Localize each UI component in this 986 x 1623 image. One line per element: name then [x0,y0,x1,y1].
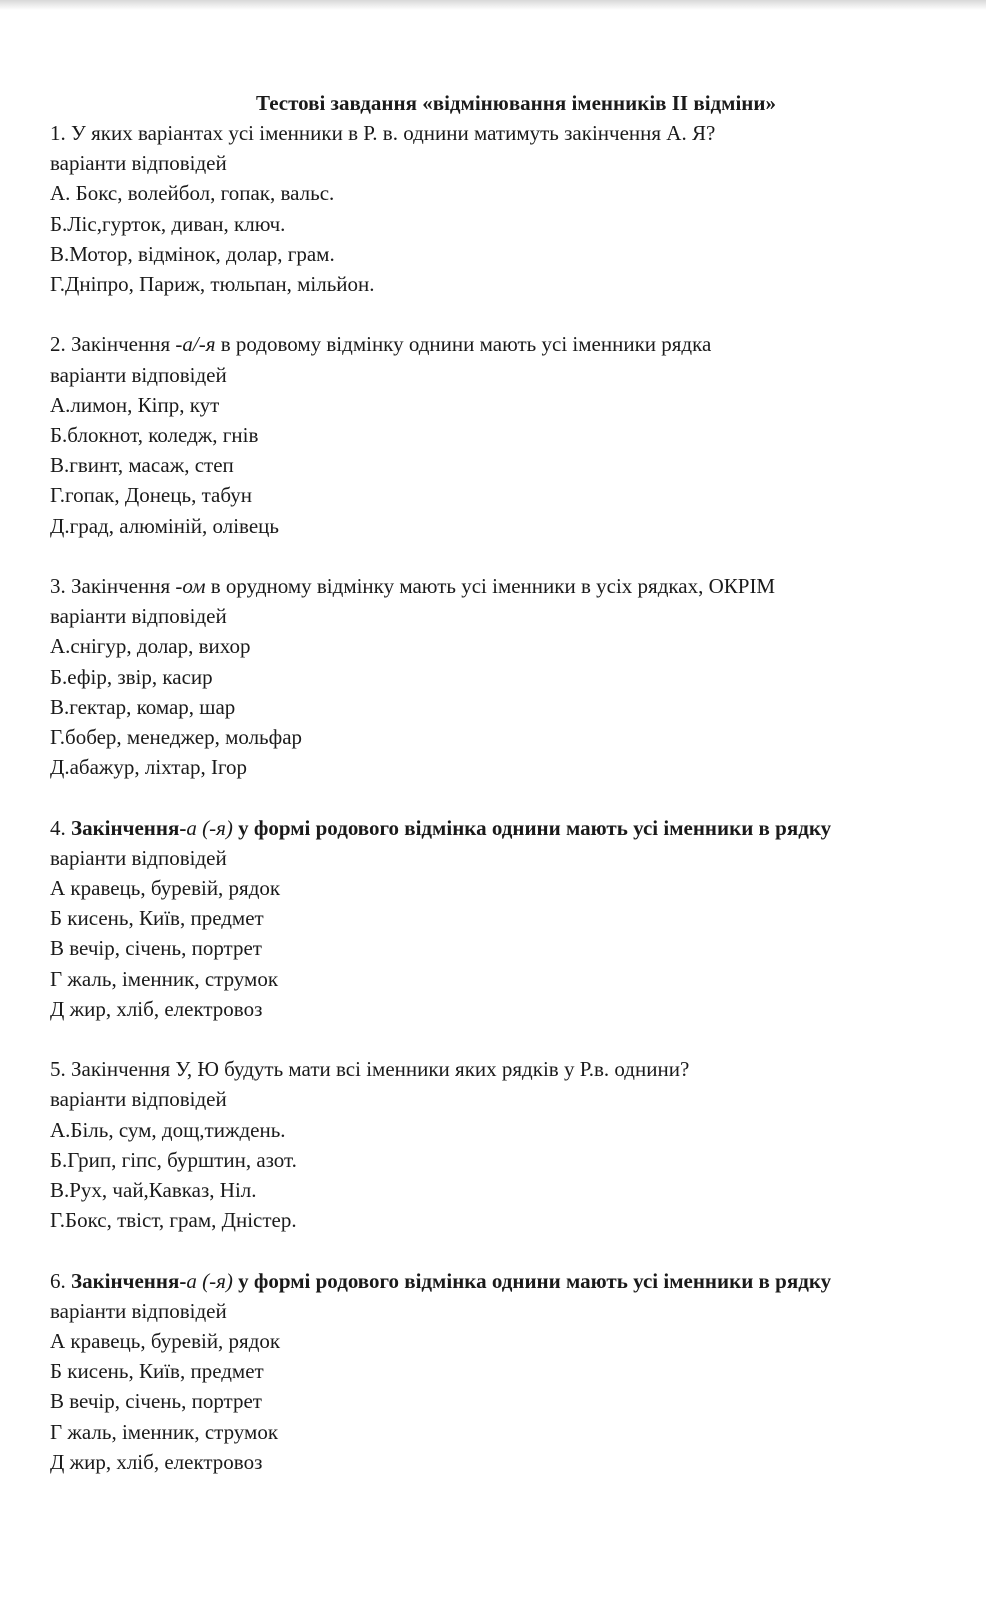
answers-label: варіанти відповідей [50,1298,227,1323]
q4-option-a: А кравець, буревій, рядок [50,876,281,901]
q6-option-c: В вечір, січень, портрет [50,1389,262,1414]
q3-option-d: Г.бобер, менеджер, мольфар [50,725,303,750]
question-5-text: 5. Закінчення У, Ю будуть мати всі іменники яких рядків у Р.в. однини? [50,1057,690,1082]
answers-label: варіанти відповідей [50,1087,227,1112]
question-6-text: 6. Закінчення-а (-я) у формі родового відмінка однини мають усі іменники в рядку [50,1268,832,1293]
q6-option-e: Д жир, хліб, електровоз [50,1449,263,1474]
answers-label: варіанти відповідей [50,845,227,870]
q1-option-d: Г.Дніпро, Париж, тюльпан, мільйон. [50,272,375,297]
top-edge-shadow [0,0,986,10]
q2-option-a: А.лимон, Кіпр, кут [50,392,220,417]
q2-option-b: Б.блокнот, коледж, гнів [50,423,259,448]
q6-option-b: Б кисень, Київ, предмет [50,1359,264,1384]
q6-option-a: А кравець, буревій, рядок [50,1329,281,1354]
answers-label: варіанти відповідей [50,604,227,629]
q2-option-e: Д.град, алюміній, олівець [50,513,279,538]
question-1-text: 1. У яких варіантах усі іменники в Р. в. однини матимуть закінчення А. Я? [50,121,716,145]
q5-option-d: Г.Бокс, твіст, грам, Дністер. [50,1208,297,1233]
q2-option-d: Г.гопак, Донець, табун [50,483,252,508]
q3-option-c: В.гектар, комар, шар [50,694,236,719]
q4-option-c: В вечір, січень, портрет [50,936,262,961]
q1-option-c: В.Мотор, відмінок, долар, грам. [50,241,335,266]
q1-option-a: А. Бокс, волейбол, гопак, вальс. [50,181,335,206]
answers-label: варіанти відповідей [50,362,227,387]
answers-label: варіанти відповідей [50,151,227,176]
q4-option-b: Б кисень, Київ, предмет [50,906,264,931]
q4-option-d: Г жаль, іменник, струмок [50,966,279,991]
q5-option-b: Б.Грип, гіпс, бурштин, азот. [50,1147,297,1172]
question-3-text: 3. Закінчення -ом в орудному відмінку мають усі іменники в усіх рядках, ОКРІМ [50,574,776,599]
question-4-text: 4. Закінчення-а (-я) у формі родового відмінка однини мають усі іменники в рядку [50,815,832,840]
q3-option-b: Б.ефір, звір, касир [50,664,213,689]
q5-option-c: В.Рух, чай,Кавказ, Ніл. [50,1178,257,1203]
q4-option-e: Д жир, хліб, електровоз [50,996,263,1021]
q2-option-c: В.гвинт, масаж, степ [50,453,234,478]
q3-option-e: Д.абажур, ліхтар, Ігор [50,755,248,780]
q1-option-b: Б.Ліс,гурток, диван, ключ. [50,211,286,236]
question-2-text: 2. Закінчення -а/-я в родовому відмінку однини мають усі іменники рядка [50,332,712,357]
q3-option-a: А.снігур, долар, вихор [50,634,251,659]
document-title: Тестові завдання «відмінювання іменників ІІ відміни» [256,91,776,115]
q6-option-d: Г жаль, іменник, струмок [50,1419,279,1444]
q5-option-a: А.Біль, сум, дощ,тиждень. [50,1117,286,1142]
